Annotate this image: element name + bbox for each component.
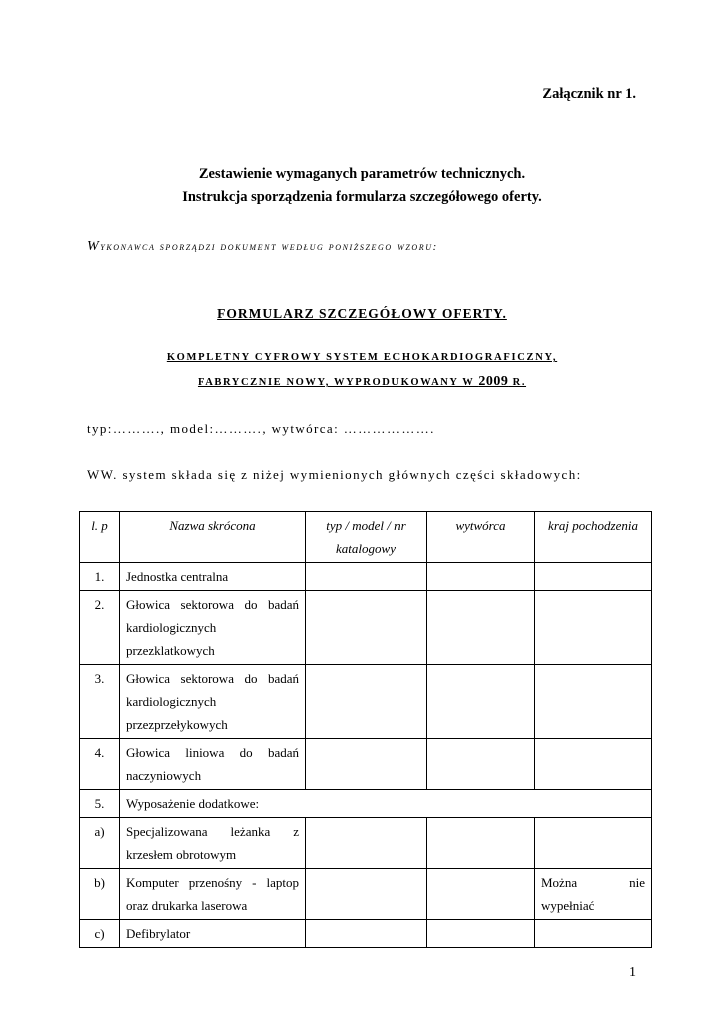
document-subtitle: Instrukcja sporządzenia formularza szczegółowego oferty. [182,189,542,205]
header-lp: l. p [80,512,120,563]
form-title: FORMULARZ SZCZEGÓŁOWY OFERTY. [217,306,507,321]
row-lp: 3. [80,665,120,739]
row-manufacturer-cell [427,591,535,665]
row-manufacturer-cell [427,920,535,948]
row-country-cell: Można nie wypełniać [535,869,652,920]
row-name: Głowica liniowa do badań naczyniowych [120,739,306,790]
header-manufacturer: wytwórca [427,512,535,563]
table-row [80,665,652,739]
row-model-cell [306,920,427,948]
contractor-instruction [87,239,438,255]
row-name: Specjalizowana leżanka z krzesłem obrotowym [120,818,306,869]
row-model-cell [306,591,427,665]
form-subtitle-line1: KOMPLETNY CYFROWY SYSTEM ECHOKARDIOGRAFICZNY, [166,352,558,363]
row-name: Komputer przenośny - laptop oraz drukarka laserowa [120,869,306,920]
page-number: 1 [629,965,636,980]
row-lp: 2. [80,591,120,665]
row-model-cell [306,869,427,920]
row-lp: 5. [80,790,120,818]
table-row [80,920,652,948]
row-manufacturer-cell [427,818,535,869]
system-components-line: WW. system składa się z niżej wymienionych głównych części składowych: [87,467,582,482]
components-table [79,511,652,948]
subtitle-prefix: FABRYCZNIE NOWY, WYPRODUKOWANY W [197,377,479,388]
header-model: typ / model / nr katalogowy [306,512,427,563]
row-country-cell [535,591,652,665]
subtitle-suffix: R. [508,377,527,388]
form-subtitle-line2 [0,374,724,390]
table-row [80,818,652,869]
table-row [80,869,652,920]
instruction-text: ykonawca sporządzi dokument według poniższego wzoru: [100,241,438,253]
table-header-row [80,512,652,563]
row-manufacturer-cell [427,665,535,739]
row-lp: 4. [80,739,120,790]
row-name: Głowica sektorowa do badań kardiologicznych przezklatkowych [120,591,306,665]
table-row [80,739,652,790]
header-name: Nazwa skrócona [120,512,306,563]
row-manufacturer-cell [427,739,535,790]
row-country-cell [535,665,652,739]
table-row [80,563,652,591]
subtitle-year: 2009 [478,374,509,389]
row-lp: b) [80,869,120,920]
attachment-label: Załącznik nr 1. [542,86,636,102]
row-model-cell [306,739,427,790]
row-model-cell [306,665,427,739]
row-manufacturer-cell [427,869,535,920]
row-country-cell [535,563,652,591]
row-lp: c) [80,920,120,948]
row-model-cell [306,818,427,869]
row-country-cell [535,920,652,948]
header-country: kraj pochodzenia [535,512,652,563]
document-title: Zestawienie wymaganych parametrów technicznych. [198,166,526,182]
row-name: Głowica sektorowa do badań kardiologicznych przezprzełykowych [120,665,306,739]
row-lp: a) [80,818,120,869]
row-name: Jednostka centralna [120,563,306,591]
row-lp: 1. [80,563,120,591]
row-country-cell [535,818,652,869]
table-row [80,591,652,665]
type-model-manufacturer-line: typ:………., model:………., wytwórca: ………………. [87,421,435,436]
row-manufacturer-cell [427,563,535,591]
row-name: Wyposażenie dodatkowe: [120,790,652,818]
table-row [80,790,652,818]
row-name: Defibrylator [120,920,306,948]
row-model-cell [306,563,427,591]
row-country-cell [535,739,652,790]
instruction-initial: W [87,239,101,254]
